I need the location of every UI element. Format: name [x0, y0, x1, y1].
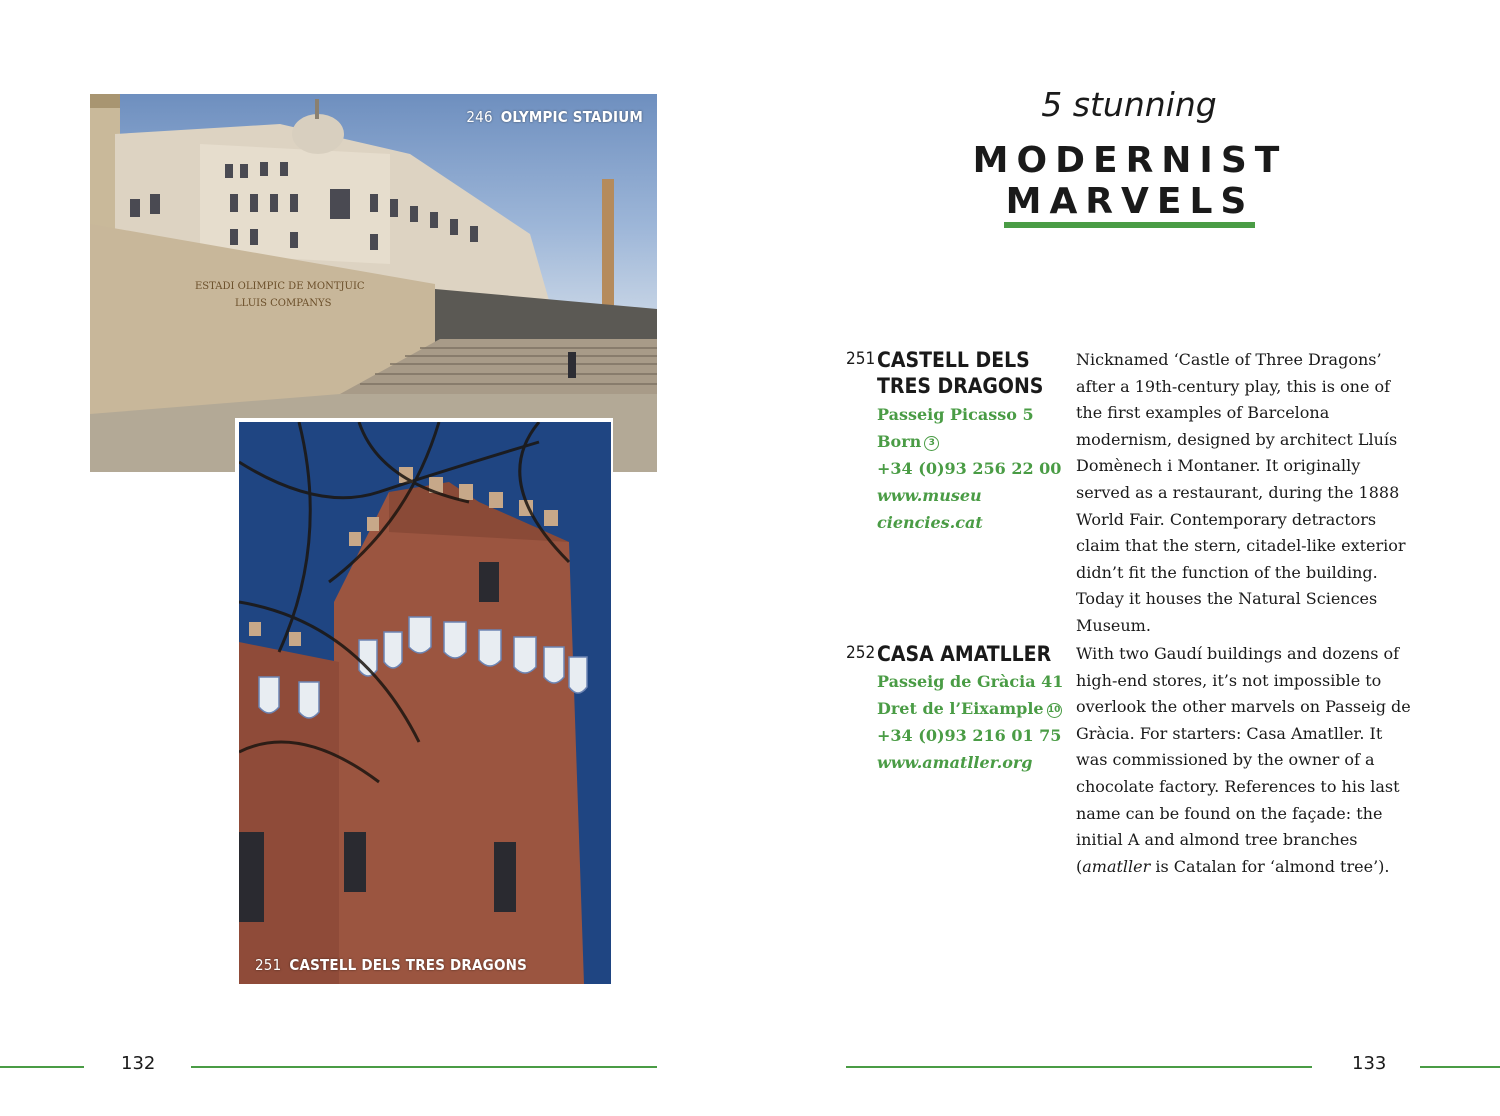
page-number-right: 133	[1352, 1053, 1387, 1074]
entry-website-line2[interactable]: ciencies.cat	[877, 513, 983, 532]
entry-phone[interactable]: +34 (0)93 256 22 00	[877, 459, 1062, 478]
entry-info	[877, 401, 1077, 536]
entry-address: Passeig de Gràcia 41	[877, 672, 1064, 691]
stadium-facade-text-2: LLUIS COMPANYS	[235, 298, 332, 309]
heading-title: MODERNIST MARVELS	[972, 140, 1288, 222]
photo-olympic-stadium	[90, 94, 657, 472]
heading-rule	[1004, 222, 1255, 228]
entry-description-before: With two Gaudí buildings and dozens of high-end stores, it’s not impossible to overlook the other marvels on Passeig de Gràcia. For starters: Casa Amatller. It was commissioned by the owner of a chocolate factory. References to his last name can be found on the façade: the initial A and almond tree branches (	[1076, 644, 1411, 876]
district-badge: 3	[924, 436, 939, 451]
entry-name: CASA AMATLLER	[877, 642, 1052, 666]
page-number-left: 132	[121, 1053, 156, 1074]
entry-251	[846, 347, 1416, 635]
entry-phone[interactable]: +34 (0)93 216 01 75	[877, 726, 1062, 745]
district-badge: 10	[1047, 703, 1062, 718]
entry-description	[1076, 641, 1418, 880]
footer-rule-left-2	[191, 1066, 657, 1068]
entry-number: 252	[846, 643, 876, 663]
photo-tower-image	[239, 422, 611, 984]
entry-district	[877, 428, 1077, 455]
entry-district-label: Born	[877, 432, 922, 451]
stadium-illustration	[90, 94, 657, 472]
entry-description-italic: amatller	[1082, 856, 1151, 876]
photo-caption-bottom	[255, 956, 527, 974]
entry-252	[846, 641, 1416, 891]
photo-caption-title: CASTELL DELS TRES DRAGONS	[289, 956, 528, 974]
entry-website[interactable]: www.amatller.org	[877, 753, 1033, 772]
entry-info	[877, 668, 1077, 776]
entry-name: CASTELL DELS TRES DRAGONS	[877, 348, 1044, 398]
photo-castell-tres-dragons	[235, 418, 613, 984]
footer-rule-right-1	[846, 1066, 1312, 1068]
photo-caption-number: 251	[255, 956, 282, 974]
footer-rule-right-2	[1420, 1066, 1500, 1068]
entry-address: Passeig Picasso 5	[877, 405, 1034, 424]
photo-caption-number: 246	[466, 108, 493, 126]
entry-number: 251	[846, 349, 876, 369]
entry-district	[877, 695, 1077, 722]
photo-caption-title: OLYMPIC STADIUM	[500, 108, 643, 126]
entry-website-line1[interactable]: www.museu	[877, 486, 982, 505]
entry-district-label: Dret de l’Eixample	[877, 699, 1044, 718]
tower-illustration	[239, 422, 611, 984]
entry-description: Nicknamed ‘Castle of Three Dragons’ after a 19th-century play, this is one of the first examples of Barcelona modernism, designed by architect Lluís Domènech i Montaner. It originally served as a restaurant, during the 1888 World Fair. Contemporary detractors claim that the stern, citadel-like exterior didn’t fit the function of the building. Today it houses the Natural Sciences Museum.	[1076, 350, 1406, 635]
heading-subtitle: 5 stunning	[1041, 85, 1217, 124]
stadium-facade-text-1: ESTADI OLIMPIC DE MONTJUIC	[195, 281, 365, 292]
footer-rule-left-1	[0, 1066, 84, 1068]
entry-description-after: is Catalan for ‘almond tree’).	[1150, 856, 1390, 876]
photo-caption-top	[466, 108, 643, 126]
